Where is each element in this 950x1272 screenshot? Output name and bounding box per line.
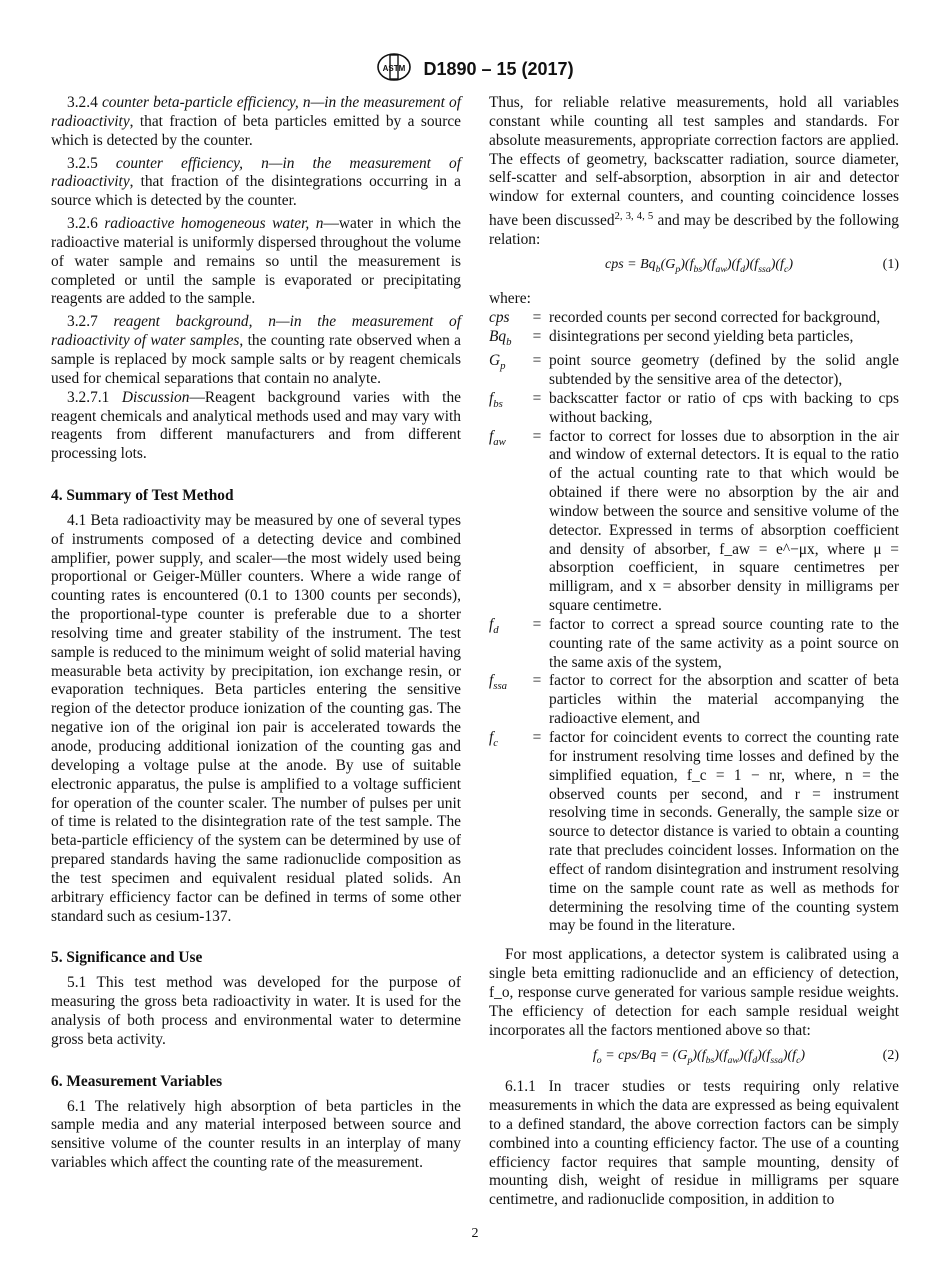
para-3-2-7-1: 3.2.7.1 Discussion—Reagent background varies with the reagent chemicals and analytical methods used and may vary with reagents from different manufacturers and from different processing lots.	[51, 388, 461, 463]
section-5-heading: 5. Significance and Use	[51, 949, 203, 967]
equation-2-number: (2)	[882, 1047, 899, 1063]
para-3-2-5: 3.2.5 counter efficiency, n—in the measurement of radioactivity, that fraction of the disintegrations occurring in a source which is detected by the counter.	[51, 154, 461, 210]
para-6-1: 6.1 The relatively high absorption of beta particles in the sample media and any material interposed between source and sensitive volume of the counter results in an interplay of many variables which affect the counting rate of the measurement.	[51, 1097, 461, 1172]
def-gp: $G_p$ = point source geometry (defined by the solid angle subtended by the sensitive area of the detector),	[489, 352, 899, 388]
para-continued: Thus, for reliable relative measurements, hold all variables constant while counting all test samples and standards. For absolute measurements, appropriate correction factors are applied. The effects of geometry, backscatter radiation, source diameter, self-scatter and self-absorption, absorption in air and detector window for external counters, and counting coincidence losses have been discussed$^{2, 3, 4, 5}$ and may be described by the following relation:	[489, 94, 899, 249]
page-number: 2	[471, 1226, 479, 1241]
para-3-2-4: 3.2.4 counter beta-particle efficiency, n—in the measurement of radioactivity, that fraction of beta particles emitted by a source which is detected by the counter.	[51, 94, 461, 149]
left-column	[51, 94, 461, 1173]
equation-1: cps = $Bq_b(G_p)(f_{bs})(f_{aw})(f_d)(f_{ssa})(f_c)$ (1)	[489, 256, 899, 280]
astm-logo	[376, 52, 412, 87]
para-3-2-7: 3.2.7 reagent background, n—in the measurement of radioactivity of water samples, the counting rate observed when a sample is replaced by mock sample salts or by reagent chemicals used for chemical separations that contain no analyte.	[51, 313, 461, 387]
def-faw: $f_{aw}$ = factor to correct for losses due to absorption in the air and window of external detectors. It is equal to the ratio of the actual counting rate to that which would be obtained if there were no absorption by the air and window between the source and sensitive volume of the detector. Expressed in terms of absorption coefficient and density of absorber, f_aw = e^−μx, where μ = absorption coefficient, in square centimetres per milligram, and x = absorber density in milligrams per square centimetre.	[489, 427, 899, 615]
equation-1-number: (1)	[882, 256, 899, 272]
def-fc: $f_c$ = factor for coincident events to correct the counting rate for instrument resolving time losses and defined by the simplified equation, f_c = 1 − nr, where, n = the observed counts per second, and r = instrument resolving time in seconds. Generally, the sample size or source to detector distance is varied to obtain a counting rate that precludes coincident losses. Information on the effect of random disintegration and instrument resolving time on the sample count rate as well as methods for determining the resolving time of the counting system may be found in the literature.	[489, 729, 899, 935]
section-5	[51, 949, 461, 1049]
def-bqb: $Bq_b$ = disintegrations per second yielding beta particles,	[489, 328, 854, 349]
def-cps: cps = recorded counts per second corrected for background,	[489, 309, 881, 327]
def-fd: $f_d$ = factor to correct a spread source counting rate to the counting rate of the same activity as a point source on the same axis of the system,	[489, 615, 899, 671]
svg-text:ASTM: ASTM	[383, 64, 406, 73]
para-5-1: 5.1 This test method was developed for the purpose of measuring the gross beta radioactivity in water. It is used for the analysis of both process and environmental water to determine gross beta activity.	[51, 974, 461, 1048]
def-fssa: $f_{ssa}$ = factor to correct for the absorption and scatter of beta particles within the material accompanying the radioactive element, and	[489, 672, 899, 728]
def-fbs: $f_{bs}$ = backscatter factor or ratio of cps with backing to cps without backing,	[489, 389, 899, 426]
section-6-heading: 6. Measurement Variables	[51, 1072, 223, 1090]
section-6	[51, 1073, 461, 1173]
para-4-1: 4.1 Beta radioactivity may be measured by one of several types of instruments composed of a detecting device and combined amplifier, power supply, and scaler—the most widely used being proportional or Geiger-Müller counters. Where a wide range of counting rates is encountered (0.1 to 1300 counts per seconds), the proportional-type counter is preferable due to a shorter resolving time and greater stability of the instrument. The test sample is reduced to the minimum weight of solid material having measurable beta activity by precipitation, ion exchange resin, or evaporation techniques. Beta particles entering the sensitive region of the detector produce ionization of the counting gas. The negative ion of the original ion pair is accelerated towards the anode, producing additional ionization of the counting gas and developing a voltage pulse at the anode. By use of suitable electronic apparatus, the pulse is amplified to a voltage sufficient for operation of the counter scaler. The number of pulses per unit of time is related to the disintegration rate of the test sample. The beta-particle efficiency of the system can be determined by use of prepared standards having the same radionuclide composition as the test specimen and equivalent residual plated solids. An arbitrary efficiency factor can be defined in terms of some other standard such as cesium-137.	[51, 511, 461, 925]
para-3-2-6: 3.2.6 radioactive homogeneous water, n—water in which the radioactive material is uniformly dispersed throughout the volume of water sample and remains so until the measurement is completed or until the sample is evaporated or precipitating reagents are added to the sample.	[51, 215, 461, 308]
section-4	[51, 487, 461, 926]
para-most-applications: For most applications, a detector system is calibrated using a single beta emitting radionuclide and an efficiency of detection, f_o, response curve generated for various sample residue weights. The efficiency of detection for each sample residual weight incorporates all the factors mentioned above so that:	[489, 946, 899, 1039]
page-header	[0, 52, 950, 87]
para-6-1-1: 6.1.1 In tracer studies or tests requiring only relative measurements in which the data are expressed as being equivalent to a defined standard, the above correction factors can be simply combined into a counting efficiency factor. The use of a counting efficiency factor requires that sample mounting, density of mounting dish, weight of residue in milligrams per square centimetre, and radionuclide composition, in addition to	[489, 1078, 899, 1209]
document-code: D1890 – 15 (2017)	[423, 59, 574, 79]
equation-2: $f_o = cps/Bq = (G_p)(f_{bs})(f_{aw})(f_d)(f_{ssa})(f_c)$ (2)	[489, 1047, 899, 1071]
section-4-heading: 4. Summary of Test Method	[51, 487, 234, 505]
where-label: where:	[489, 289, 531, 307]
definitions-list	[489, 309, 899, 936]
right-column	[489, 94, 899, 1210]
